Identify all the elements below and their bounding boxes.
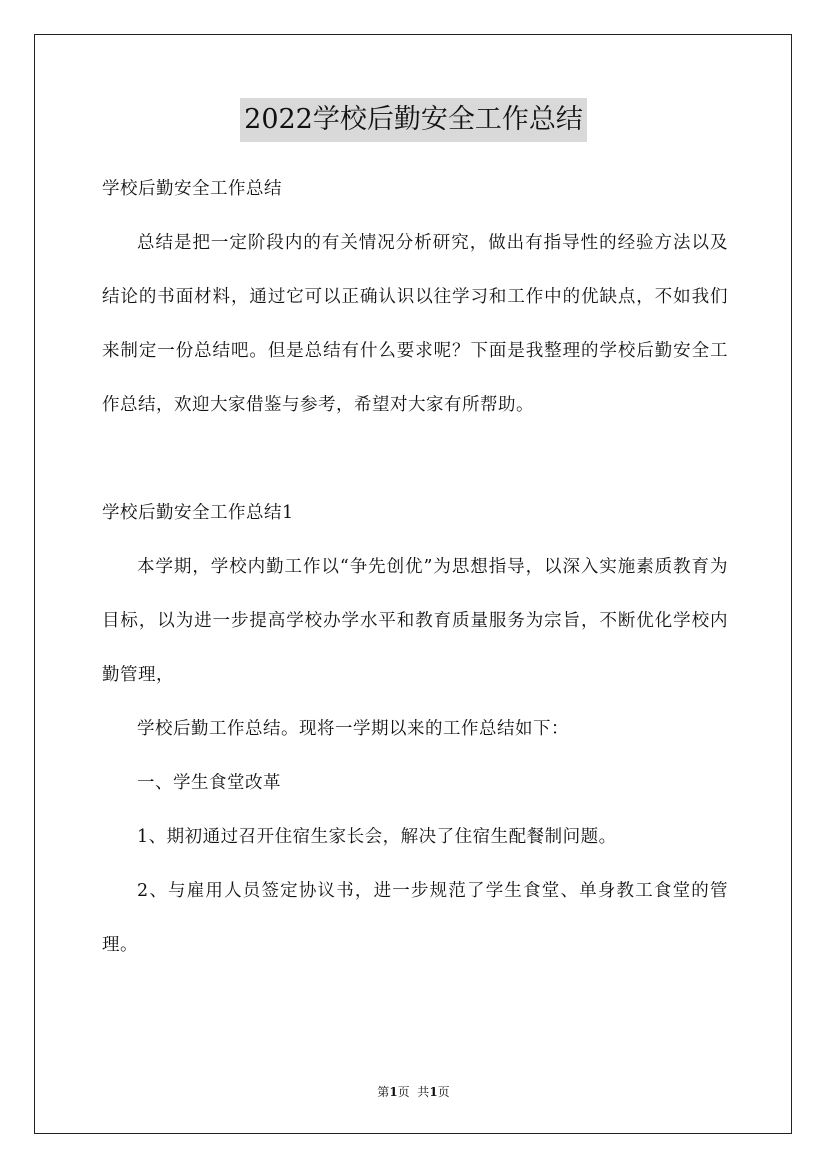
footer-suffix: 页 xyxy=(437,1085,450,1099)
list-item: 2、与雇用人员签定协议书，进一步规范了学生食堂、单身教工食堂的管理。 xyxy=(102,881,728,955)
list-item: 1、期初通过召开住宿生家长会，解决了住宿生配餐制问题。 xyxy=(137,827,617,847)
footer-middle: 页 共 xyxy=(397,1085,430,1099)
body-paragraph: 学校后勤工作总结。现将一学期以来的工作总结如下： xyxy=(137,719,569,739)
paragraph-spacer xyxy=(102,432,728,486)
title-container xyxy=(0,98,827,142)
footer-prefix: 第 xyxy=(377,1085,390,1099)
section-heading: 学校后勤安全工作总结 xyxy=(102,179,282,199)
total-page-number: 1 xyxy=(429,1085,438,1099)
document-body xyxy=(102,162,728,972)
intro-paragraph: 总结是把一定阶段内的有关情况分析研究，做出有指导性的经验方法以及结论的书面材料，通过它可以正确认识以往学习和工作中的优缺点，不如我们来制定一份总结吧。但是总结有什么要求呢？下面是我整理的学校后勤安全工作总结，欢迎大家借鉴与参考，希望对大家有所帮助。 xyxy=(102,233,728,415)
body-paragraph: 本学期，学校内勤工作以“争先创优”为思想指导，以深入实施素质教育为目标，以为进一步提高学校办学水平和教育质量服务为宗旨，不断优化学校内勤管理， xyxy=(102,557,728,685)
subheading: 一、学生食堂改革 xyxy=(137,773,281,793)
section-heading: 学校后勤安全工作总结1 xyxy=(102,503,294,523)
document-title: 2022学校后勤安全工作总结 xyxy=(240,98,587,142)
page-footer xyxy=(0,1082,827,1102)
current-page-number: 1 xyxy=(389,1085,398,1099)
